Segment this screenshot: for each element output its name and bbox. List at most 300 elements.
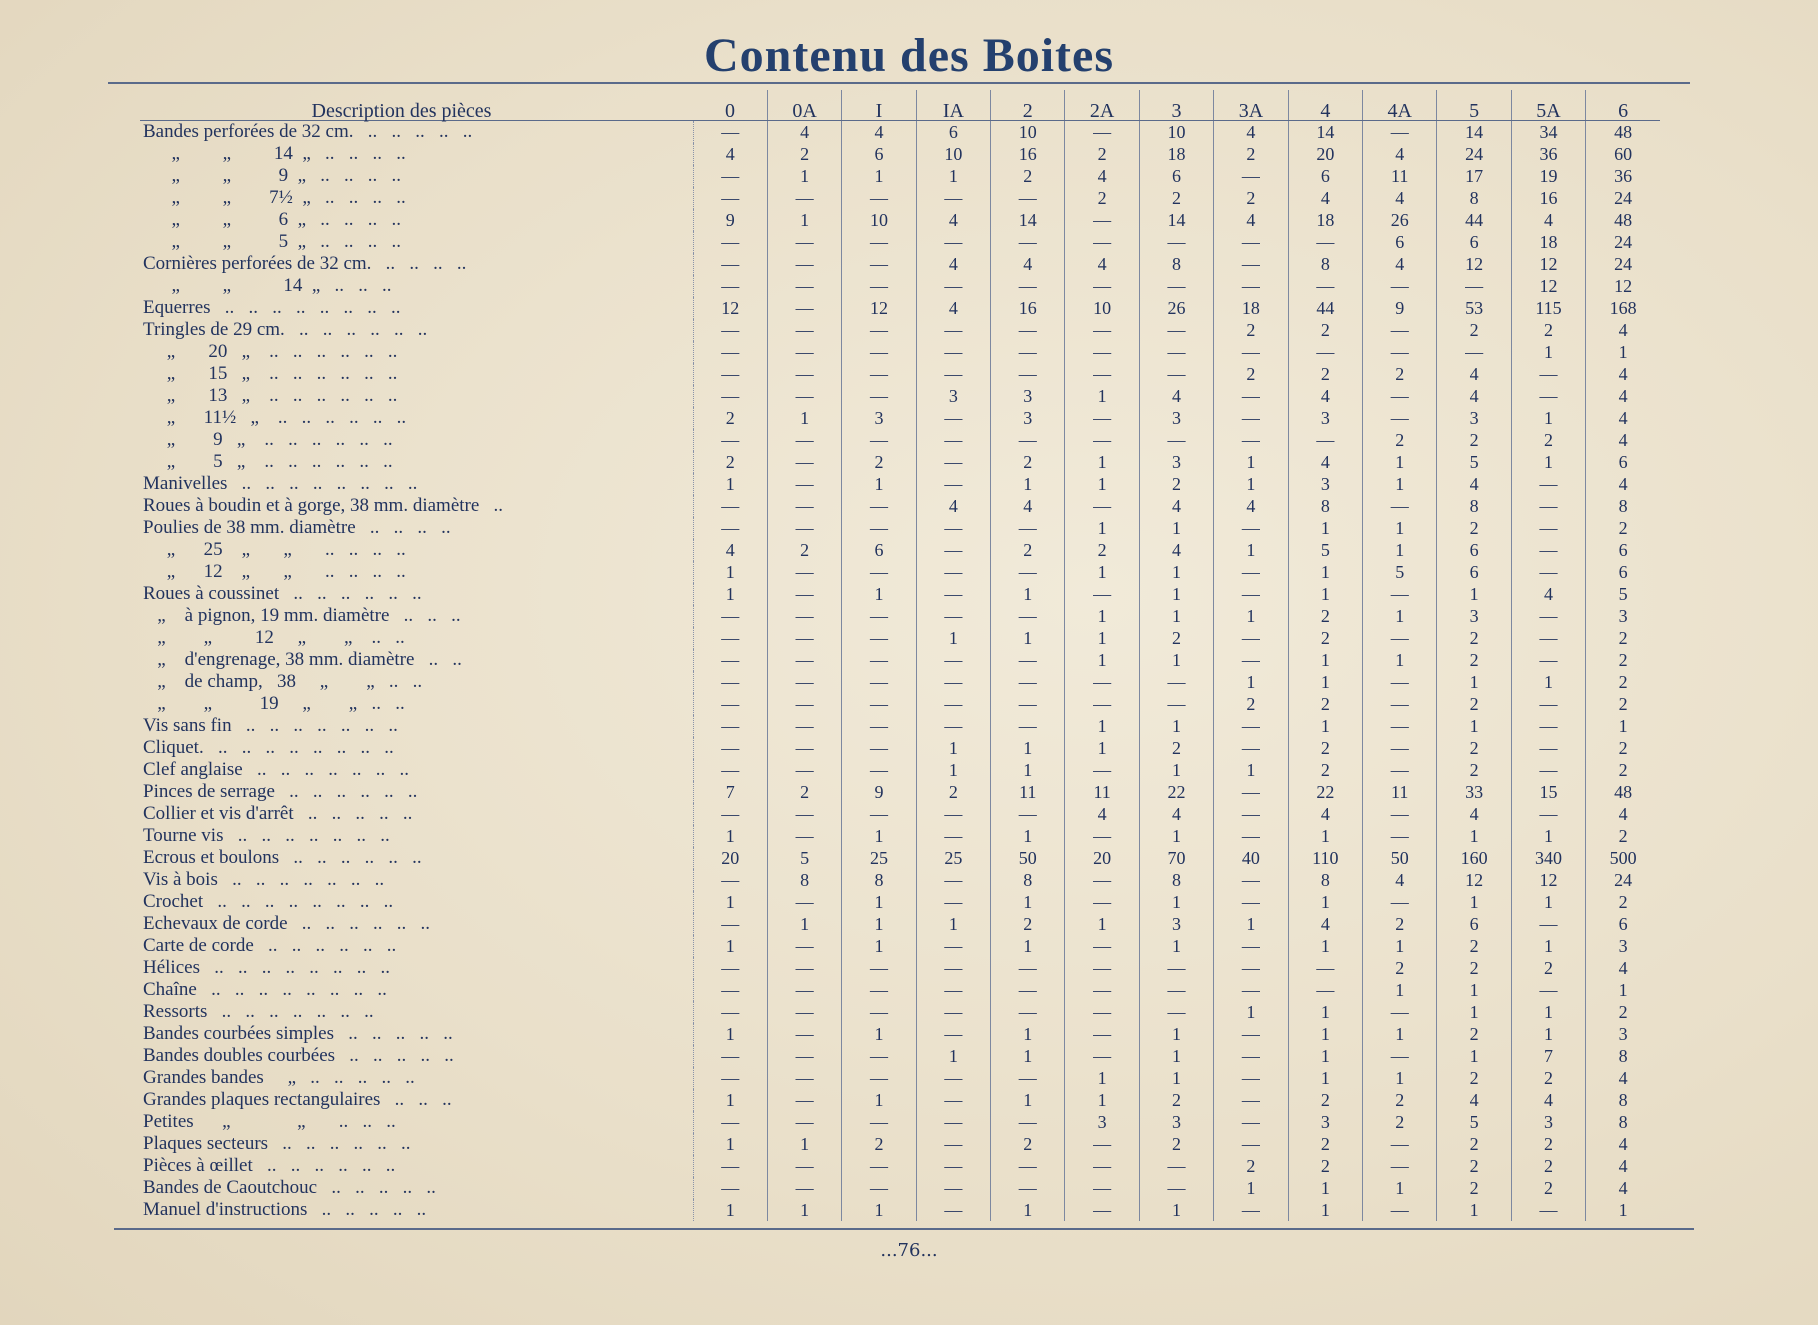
quantity-cell: — (767, 979, 841, 1001)
quantity-cell: 36 (1586, 165, 1660, 187)
quantity-cell: 2 (1437, 1155, 1511, 1177)
quantity-cell: 3 (991, 407, 1065, 429)
quantity-cell: — (1363, 737, 1437, 759)
quantity-cell: — (842, 561, 916, 583)
table-row (140, 143, 1660, 165)
quantity-cell: 1 (1437, 825, 1511, 847)
quantity-cell: 4 (1586, 319, 1660, 341)
quantity-cell: 4 (916, 495, 990, 517)
quantity-cell: — (767, 737, 841, 759)
table-row (140, 341, 1660, 363)
quantity-cell: 4 (1437, 803, 1511, 825)
quantity-cell: — (767, 341, 841, 363)
quantity-cell: — (1065, 319, 1139, 341)
quantity-cell: — (1065, 363, 1139, 385)
part-description: „ „ 5 „ .. .. .. .. (140, 231, 693, 253)
quantity-cell: — (1139, 671, 1213, 693)
part-description: Collier et vis d'arrêt .. .. .. .. .. (140, 803, 693, 825)
part-description: „ à pignon, 19 mm. diamètre .. .. .. (140, 605, 693, 627)
quantity-cell: 4 (1586, 1133, 1660, 1155)
quantity-cell: — (842, 517, 916, 539)
quantity-cell: — (1214, 737, 1288, 759)
quantity-cell: — (1363, 275, 1437, 297)
quantity-cell: 3 (1437, 407, 1511, 429)
quantity-cell: — (1139, 979, 1213, 1001)
quantity-cell: — (1214, 253, 1288, 275)
quantity-cell: 24 (1586, 231, 1660, 253)
quantity-cell: — (721, 1112, 740, 1132)
quantity-cell: — (1065, 891, 1139, 913)
quantity-cell: 4 (1586, 1177, 1660, 1199)
quantity-cell: — (721, 1068, 740, 1088)
quantity-cell: — (1214, 407, 1288, 429)
quantity-cell: 4 (1437, 1089, 1511, 1111)
quantity-cell: 1 (1288, 1177, 1362, 1199)
quantity-cell: — (991, 649, 1065, 671)
quantity-cell: — (767, 1089, 841, 1111)
quantity-cell: 3 (1586, 605, 1660, 627)
quantity-cell: — (1363, 1001, 1437, 1023)
table-row (140, 913, 1660, 935)
table-row (140, 627, 1660, 649)
quantity-cell: — (767, 1111, 841, 1133)
table-row (140, 429, 1660, 451)
quantity-cell: 1 (1288, 1199, 1362, 1221)
quantity-cell: 1 (1139, 715, 1213, 737)
quantity-cell: 2 (1139, 473, 1213, 495)
quantity-cell: — (842, 1177, 916, 1199)
quantity-cell: — (1363, 1155, 1437, 1177)
quantity-cell: 44 (1437, 209, 1511, 231)
part-description: Poulies de 38 mm. diamètre .. .. .. .. (140, 517, 693, 539)
quantity-cell: 1 (991, 825, 1065, 847)
quantity-cell: — (721, 254, 740, 274)
quantity-cell: — (1139, 1177, 1213, 1199)
quantity-cell: 1 (1363, 1023, 1437, 1045)
quantity-cell: 2 (1437, 429, 1511, 451)
table-row (140, 363, 1660, 385)
quantity-cell: — (1511, 737, 1585, 759)
quantity-cell: — (1288, 957, 1362, 979)
quantity-cell: — (916, 869, 990, 891)
quantity-cell: 4 (1288, 913, 1362, 935)
quantity-cell: 1 (842, 1199, 916, 1221)
quantity-cell: 115 (1511, 297, 1585, 319)
part-description: „ d'engrenage, 38 mm. diamètre .. .. (140, 649, 693, 671)
quantity-cell: — (916, 407, 990, 429)
quantity-cell: 2 (1586, 517, 1660, 539)
quantity-cell: — (1065, 231, 1139, 253)
table-row (140, 803, 1660, 825)
quantity-cell: — (1363, 1045, 1437, 1067)
quantity-cell: 1 (1288, 891, 1362, 913)
quantity-cell: — (767, 957, 841, 979)
quantity-cell: — (1511, 605, 1585, 627)
quantity-cell: 6 (1288, 165, 1362, 187)
quantity-cell: 3 (1139, 1111, 1213, 1133)
part-description: „ „ 6 „ .. .. .. .. (140, 209, 693, 231)
quantity-cell: 2 (1288, 605, 1362, 627)
quantity-cell: — (721, 430, 740, 450)
quantity-cell: — (721, 276, 740, 296)
quantity-cell: 10 (991, 121, 1065, 144)
quantity-cell: 2 (1586, 627, 1660, 649)
quantity-cell: — (1065, 1023, 1139, 1045)
quantity-cell: 5 (1363, 561, 1437, 583)
quantity-cell: — (842, 1067, 916, 1089)
quantity-cell: — (1065, 275, 1139, 297)
quantity-cell: 2 (1214, 143, 1288, 165)
quantity-cell: — (1363, 385, 1437, 407)
quantity-cell: 24 (1437, 143, 1511, 165)
quantity-cell: 1 (1363, 935, 1437, 957)
quantity-cell: 2 (1437, 935, 1511, 957)
quantity-cell: 1 (1363, 979, 1437, 1001)
quantity-cell: 20 (721, 848, 740, 868)
quantity-cell: 1 (1288, 583, 1362, 605)
column-header: 5A (1511, 90, 1585, 121)
quantity-cell: — (916, 473, 990, 495)
quantity-cell: — (916, 275, 990, 297)
quantity-cell: 3 (1288, 1111, 1362, 1133)
quantity-cell: 1 (842, 1089, 916, 1111)
quantity-cell: — (1065, 1177, 1139, 1199)
quantity-cell: 1 (916, 759, 990, 781)
quantity-cell: — (721, 166, 740, 186)
quantity-cell: — (842, 385, 916, 407)
quantity-cell: 1 (1437, 1001, 1511, 1023)
top-rule (108, 82, 1690, 84)
quantity-cell: — (1214, 1023, 1288, 1045)
quantity-cell: 2 (991, 1133, 1065, 1155)
quantity-cell: — (1363, 1133, 1437, 1155)
quantity-cell: — (916, 715, 990, 737)
quantity-cell: — (842, 803, 916, 825)
quantity-cell: 1 (1214, 671, 1288, 693)
quantity-cell: 2 (1511, 429, 1585, 451)
quantity-cell: 40 (1214, 847, 1288, 869)
quantity-cell: — (721, 606, 740, 626)
quantity-cell: — (842, 341, 916, 363)
quantity-cell: 1 (916, 165, 990, 187)
quantity-cell: 1 (725, 936, 735, 956)
quantity-cell: 4 (1586, 385, 1660, 407)
part-description: Hélices .. .. .. .. .. .. .. .. (140, 957, 693, 979)
quantity-cell: — (991, 341, 1065, 363)
quantity-cell: — (1363, 759, 1437, 781)
table-body (140, 121, 1660, 1222)
quantity-cell: 1 (767, 1199, 841, 1221)
quantity-cell: — (991, 693, 1065, 715)
quantity-cell: — (767, 561, 841, 583)
quantity-cell: — (916, 363, 990, 385)
quantity-cell: — (842, 429, 916, 451)
quantity-cell: 2 (1586, 1001, 1660, 1023)
quantity-cell: — (991, 803, 1065, 825)
quantity-cell: 8 (1586, 1045, 1660, 1067)
quantity-cell: 1 (1214, 1177, 1288, 1199)
quantity-cell: 15 (1511, 781, 1585, 803)
quantity-cell: 6 (1437, 231, 1511, 253)
quantity-cell: 10 (916, 143, 990, 165)
quantity-cell: — (842, 627, 916, 649)
quantity-cell: — (1065, 407, 1139, 429)
quantity-cell: 2 (1586, 759, 1660, 781)
quantity-cell: 4 (1437, 363, 1511, 385)
quantity-cell: 2 (1065, 143, 1139, 165)
quantity-cell: 2 (767, 143, 841, 165)
quantity-cell: 4 (1511, 1089, 1585, 1111)
quantity-cell: — (721, 188, 740, 208)
quantity-cell: 3 (1586, 1023, 1660, 1045)
quantity-cell: — (1288, 429, 1362, 451)
quantity-cell: 1 (1511, 1001, 1585, 1023)
quantity-cell: 12 (842, 297, 916, 319)
quantity-cell: 6 (1363, 231, 1437, 253)
quantity-cell: 2 (1288, 759, 1362, 781)
column-header: 3 (1139, 90, 1213, 121)
quantity-cell: 4 (1214, 121, 1288, 144)
quantity-cell: 1 (1511, 407, 1585, 429)
quantity-cell: 1 (1437, 671, 1511, 693)
quantity-cell: — (1511, 539, 1585, 561)
quantity-cell: 4 (1065, 803, 1139, 825)
quantity-cell: — (916, 1089, 990, 1111)
quantity-cell: 4 (1511, 209, 1585, 231)
quantity-cell: 1 (1288, 1001, 1362, 1023)
quantity-cell: 1 (1437, 891, 1511, 913)
quantity-cell: — (1511, 385, 1585, 407)
quantity-cell: 2 (1586, 693, 1660, 715)
quantity-cell: 1 (725, 1090, 735, 1110)
quantity-cell: — (1214, 561, 1288, 583)
part-description: „ de champ, 38 „ „ .. .. (140, 671, 693, 693)
quantity-cell: 48 (1586, 209, 1660, 231)
quantity-cell: 2 (916, 781, 990, 803)
part-description: „ „ 14 „ .. .. .. (140, 275, 693, 297)
quantity-cell: 2 (767, 781, 841, 803)
quantity-cell: 1 (767, 1133, 841, 1155)
quantity-cell: 1 (725, 584, 735, 604)
quantity-cell: — (991, 561, 1065, 583)
quantity-cell: 2 (1437, 627, 1511, 649)
quantity-cell: 8 (1139, 253, 1213, 275)
part-description: Tourne vis .. .. .. .. .. .. .. (140, 825, 693, 847)
quantity-cell: — (721, 122, 740, 142)
quantity-cell: 2 (842, 451, 916, 473)
quantity-cell: 1 (991, 473, 1065, 495)
quantity-cell: 1 (1139, 825, 1213, 847)
table-row (140, 1133, 1660, 1155)
quantity-cell: — (1363, 495, 1437, 517)
quantity-cell: 4 (991, 495, 1065, 517)
quantity-cell: 44 (1288, 297, 1362, 319)
part-description: „ „ 14 „ .. .. .. .. (140, 143, 693, 165)
quantity-cell: 12 (1437, 253, 1511, 275)
column-header: 4A (1363, 90, 1437, 121)
quantity-cell: — (1139, 319, 1213, 341)
quantity-cell: — (842, 1001, 916, 1023)
quantity-cell: — (767, 451, 841, 473)
quantity-cell: 1 (767, 209, 841, 231)
quantity-cell: 1 (1586, 341, 1660, 363)
quantity-cell: 50 (1363, 847, 1437, 869)
quantity-cell: — (1511, 363, 1585, 385)
quantity-cell: 2 (1586, 891, 1660, 913)
part-description: Clef anglaise .. .. .. .. .. .. .. (140, 759, 693, 781)
quantity-cell: — (1511, 473, 1585, 495)
quantity-cell: 2 (1139, 187, 1213, 209)
quantity-cell: — (721, 980, 740, 1000)
quantity-cell: 4 (1065, 165, 1139, 187)
quantity-cell: 16 (1511, 187, 1585, 209)
quantity-cell: 340 (1511, 847, 1585, 869)
part-description: Pièces à œillet .. .. .. .. .. .. (140, 1155, 693, 1177)
quantity-cell: — (1511, 913, 1585, 935)
quantity-cell: — (842, 671, 916, 693)
quantity-cell: 5 (1288, 539, 1362, 561)
quantity-cell: 2 (991, 539, 1065, 561)
quantity-cell: 2 (1139, 1133, 1213, 1155)
table-row (140, 385, 1660, 407)
quantity-cell: — (721, 1178, 740, 1198)
quantity-cell: — (1065, 1045, 1139, 1067)
quantity-cell: 1 (1065, 715, 1139, 737)
quantity-cell: 500 (1586, 847, 1660, 869)
quantity-cell: 17 (1437, 165, 1511, 187)
quantity-cell: — (1363, 121, 1437, 144)
quantity-cell: — (1065, 121, 1139, 144)
quantity-cell: 1 (1139, 1023, 1213, 1045)
quantity-cell: — (916, 1133, 990, 1155)
quantity-cell: — (916, 1177, 990, 1199)
quantity-cell: — (1437, 275, 1511, 297)
quantity-cell: — (991, 517, 1065, 539)
quantity-cell: 2 (1288, 319, 1362, 341)
quantity-cell: — (842, 495, 916, 517)
table-row (140, 583, 1660, 605)
column-header: 2A (1065, 90, 1139, 121)
quantity-cell: — (1214, 957, 1288, 979)
table-row (140, 297, 1660, 319)
part-description: Bandes doubles courbées .. .. .. .. .. (140, 1045, 693, 1067)
quantity-cell: — (1288, 341, 1362, 363)
quantity-cell: — (1065, 429, 1139, 451)
quantity-cell: 1 (916, 913, 990, 935)
table-row (140, 561, 1660, 583)
quantity-cell: — (1363, 891, 1437, 913)
quantity-cell: 2 (1437, 649, 1511, 671)
quantity-cell: — (1065, 1133, 1139, 1155)
quantity-cell: 2 (1288, 737, 1362, 759)
table-row (140, 1023, 1660, 1045)
quantity-cell: — (1511, 627, 1585, 649)
quantity-cell: 2 (1363, 913, 1437, 935)
quantity-cell: — (1214, 583, 1288, 605)
quantity-cell: 4 (1214, 495, 1288, 517)
quantity-cell: — (721, 760, 740, 780)
quantity-cell: 4 (991, 253, 1065, 275)
part-description: „ 12 „ „ .. .. .. .. (140, 561, 693, 583)
quantity-cell: 1 (1139, 1045, 1213, 1067)
quantity-cell: — (1214, 825, 1288, 847)
quantity-cell: 1 (991, 1089, 1065, 1111)
table-row (140, 649, 1660, 671)
quantity-cell: — (1214, 869, 1288, 891)
quantity-cell: — (1363, 319, 1437, 341)
quantity-cell: — (767, 495, 841, 517)
quantity-cell: — (1065, 957, 1139, 979)
quantity-cell: 2 (767, 539, 841, 561)
quantity-cell: 1 (1139, 517, 1213, 539)
quantity-cell: — (1139, 693, 1213, 715)
quantity-cell: — (1363, 693, 1437, 715)
quantity-cell: — (916, 187, 990, 209)
part-description: Equerres .. .. .. .. .. .. .. .. (140, 297, 693, 319)
quantity-cell: 4 (1288, 451, 1362, 473)
quantity-cell: — (1065, 1001, 1139, 1023)
quantity-cell: 1 (842, 473, 916, 495)
quantity-cell: — (916, 539, 990, 561)
quantity-cell: — (1214, 231, 1288, 253)
quantity-cell: 8 (1288, 869, 1362, 891)
quantity-cell: 6 (1586, 913, 1660, 935)
table-row (140, 319, 1660, 341)
quantity-cell: — (842, 253, 916, 275)
quantity-cell: 1 (1363, 539, 1437, 561)
quantity-cell: — (1511, 693, 1585, 715)
bottom-rule (114, 1228, 1694, 1230)
quantity-cell: 3 (991, 385, 1065, 407)
quantity-cell: 160 (1437, 847, 1511, 869)
quantity-cell: — (1214, 429, 1288, 451)
table-row (140, 869, 1660, 891)
quantity-cell: — (721, 518, 740, 538)
quantity-cell: 1 (991, 935, 1065, 957)
quantity-cell: 50 (991, 847, 1065, 869)
quantity-cell: 2 (1363, 1089, 1437, 1111)
part-description: Tringles de 29 cm. .. .. .. .. .. .. (140, 319, 693, 341)
quantity-cell: 2 (1363, 957, 1437, 979)
column-header: 3A (1214, 90, 1288, 121)
quantity-cell: 1 (1511, 935, 1585, 957)
quantity-cell: 9 (842, 781, 916, 803)
quantity-cell: — (1288, 275, 1362, 297)
part-description: „ 5 „ .. .. .. .. .. .. (140, 451, 693, 473)
part-description: „ 20 „ .. .. .. .. .. .. (140, 341, 693, 363)
quantity-cell: — (1214, 1111, 1288, 1133)
quantity-cell: — (1214, 715, 1288, 737)
quantity-cell: 1 (1586, 1199, 1660, 1221)
quantity-cell: 4 (725, 540, 735, 560)
quantity-cell: — (767, 253, 841, 275)
quantity-cell: 1 (991, 891, 1065, 913)
quantity-cell: 1 (1511, 451, 1585, 473)
quantity-cell: 12 (1511, 253, 1585, 275)
quantity-cell: 5 (1437, 451, 1511, 473)
quantity-cell: 4 (1437, 385, 1511, 407)
quantity-cell: 2 (842, 1133, 916, 1155)
quantity-cell: 12 (1511, 275, 1585, 297)
quantity-cell: 1 (1586, 979, 1660, 1001)
quantity-cell: 2 (1511, 319, 1585, 341)
quantity-cell: 7 (725, 782, 735, 802)
quantity-cell: 1 (767, 165, 841, 187)
table-row (140, 1045, 1660, 1067)
part-description: „ „ 12 „ „ .. .. (140, 627, 693, 649)
quantity-cell: — (1363, 583, 1437, 605)
quantity-cell: 2 (1139, 1089, 1213, 1111)
